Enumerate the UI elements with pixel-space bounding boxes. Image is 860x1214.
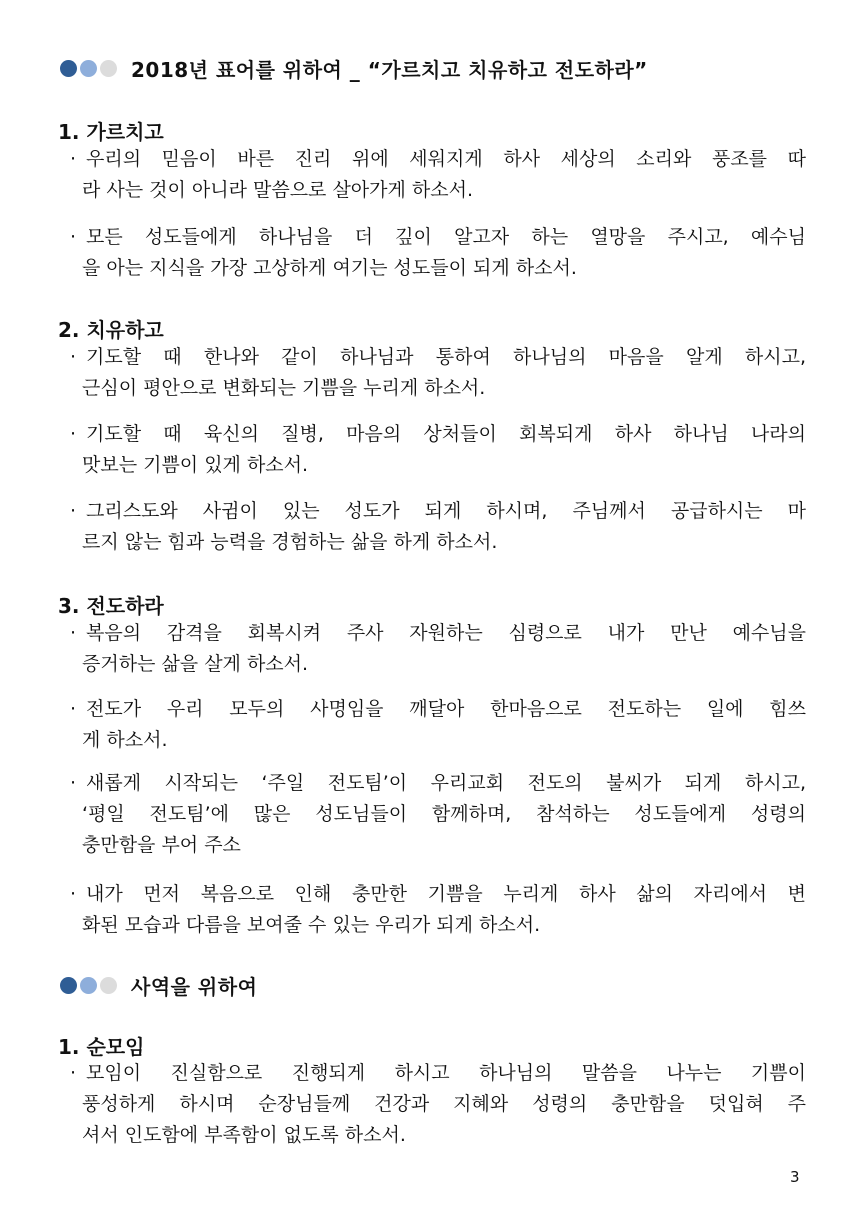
dot-light-icon — [80, 977, 97, 994]
prayer-item: · 새롭게 시작되는 ‘주일 전도팀’이 우리교회 전도의 불씨가 되게 하시고, ‘평일 전도팀’에 많은 성도님들이 함께하며, 참석하는 성도들에게 성령의 충만함을 부어 주소 — [70, 772, 806, 856]
prayer-item: · 그리스도와 사귐이 있는 성도가 되게 하시며, 주님께서 공급하시는 마 르지 않는 힘과 능력을 경험하는 삶을 하게 하소서. — [70, 500, 806, 553]
prayer-item: · 우리의 믿음이 바른 진리 위에 세워지게 하사 세상의 소리와 풍조를 따 라 사는 것이 아니라 말씀으로 살아가게 하소서. — [70, 148, 806, 201]
prayer-item: · 기도할 때 육신의 질병, 마음의 상처들이 회복되게 하사 하나님 나라의 맛보는 기쁨이 있게 하소서. — [70, 423, 806, 476]
prayer-item: · 내가 먼저 복음으로 인해 충만한 기쁨을 누리게 하사 삶의 자리에서 변 화된 모습과 다름을 보여줄 수 있는 우리가 되게 하소서. — [70, 883, 806, 936]
dot-dark-icon — [60, 977, 77, 994]
group-heading-evangelize: 3. 전도하라 — [58, 594, 164, 618]
prayer-item: · 기도할 때 한나와 같이 하나님과 통하여 하나님의 마음을 알게 하시고, 근심이 평안으로 변화되는 기쁨을 누리게 하소서. — [70, 346, 806, 399]
page-number: 3 — [790, 1168, 800, 1186]
group-heading-heal: 2. 치유하고 — [58, 318, 164, 342]
dot-light-icon — [80, 60, 97, 77]
dot-gray-icon — [100, 977, 117, 994]
section-title-text: 사역을 위하여 — [131, 974, 258, 999]
group-heading-cell-meeting: 1. 순모임 — [58, 1035, 145, 1059]
section-title-motto — [60, 53, 648, 83]
group-heading-teach: 1. 가르치고 — [58, 120, 164, 144]
title-dots-icon — [60, 977, 117, 994]
prayer-item: · 모든 성도들에게 하나님을 더 깊이 알고자 하는 열망을 주시고, 예수님 을 아는 지식을 가장 고상하게 여기는 성도들이 되게 하소서. — [70, 226, 806, 279]
section-title-ministry — [60, 970, 257, 1000]
prayer-item: · 전도가 우리 모두의 사명임을 깨달아 한마음으로 전도하는 일에 힘쓰 게 하소서. — [70, 698, 806, 751]
section-title-text: 2018년 표어를 위하여 _ “가르치고 치유하고 전도하라” — [131, 57, 648, 82]
prayer-item: · 복음의 감격을 회복시켜 주사 자원하는 심령으로 내가 만난 예수님을 증거하는 삶을 살게 하소서. — [70, 622, 806, 675]
prayer-item: · 모임이 진실함으로 진행되게 하시고 하나님의 말씀을 나누는 기쁨이 풍성하게 하시며 순장님들께 건강과 지혜와 성령의 충만함을 덧입혀 주 셔서 인도함에 부족함이 없도록 하소서. — [70, 1062, 806, 1146]
title-dots-icon — [60, 60, 117, 77]
dot-dark-icon — [60, 60, 77, 77]
dot-gray-icon — [100, 60, 117, 77]
